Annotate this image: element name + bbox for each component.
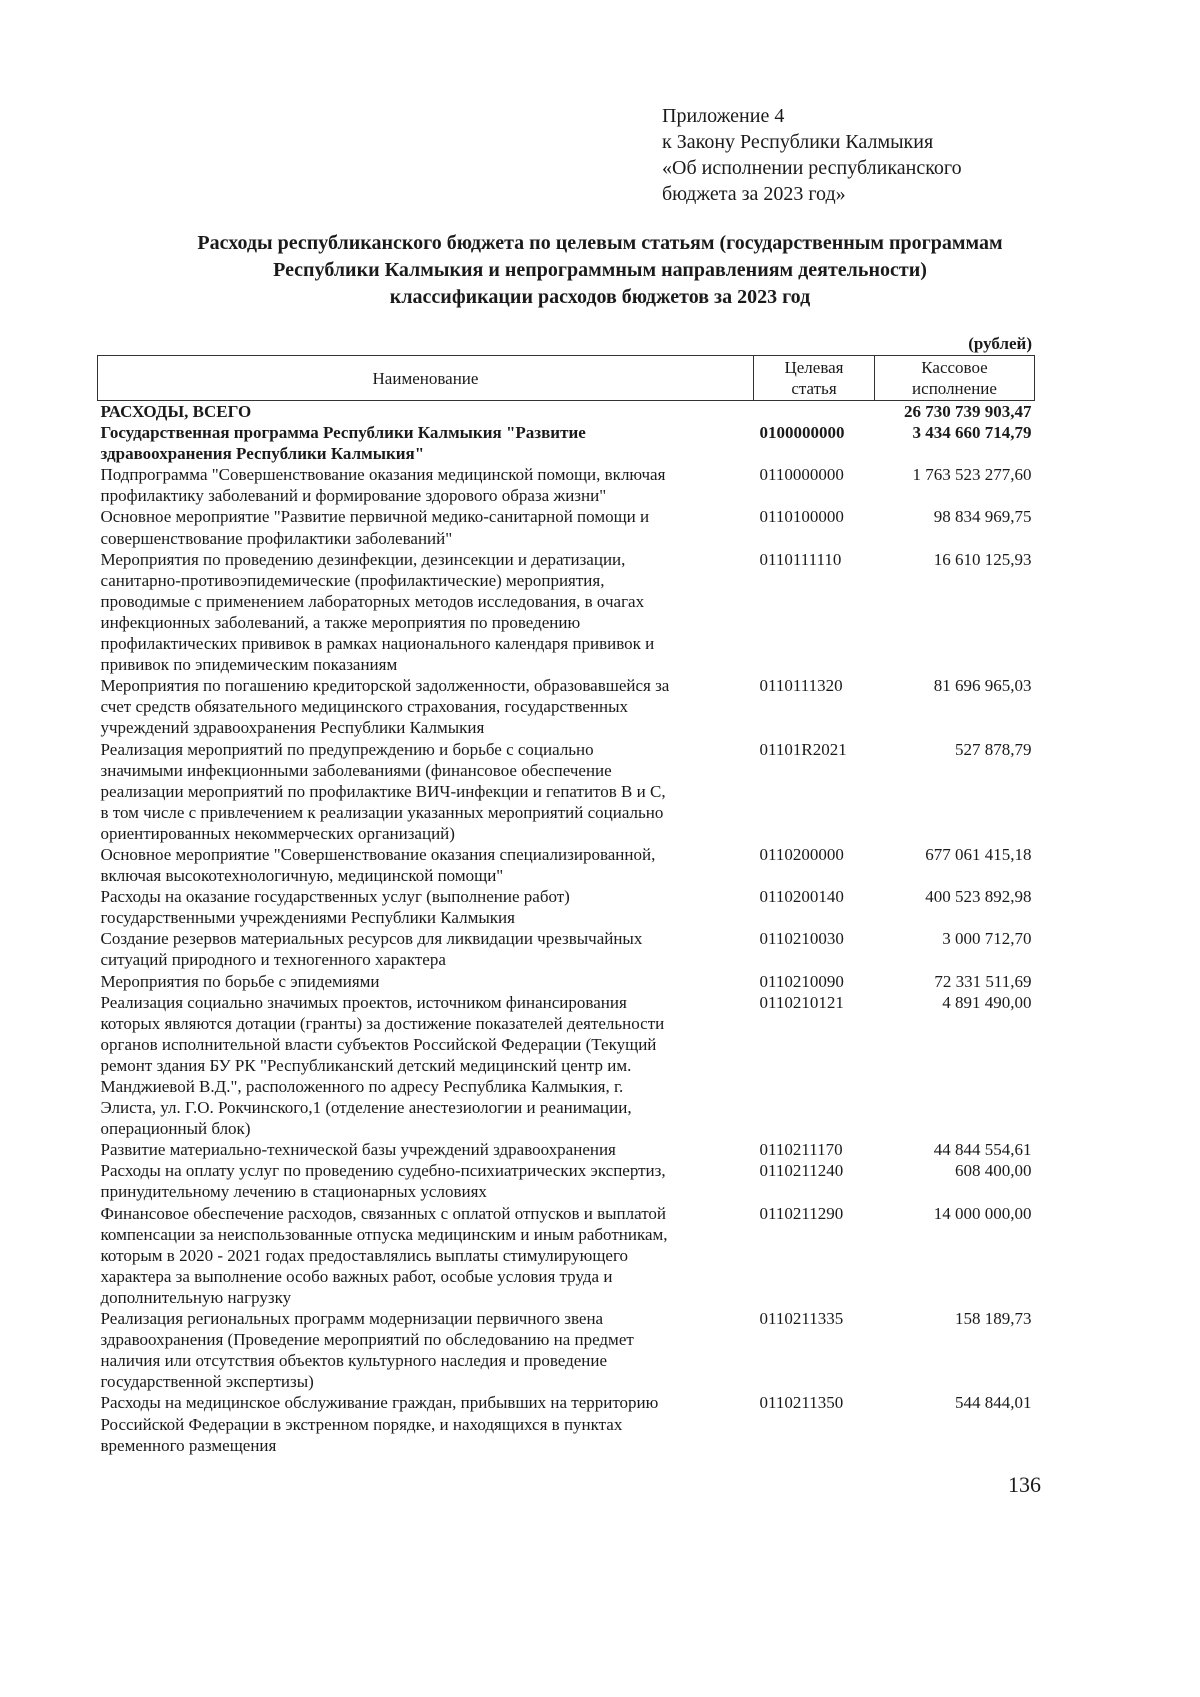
table-row [98, 506, 1035, 548]
row-amount: 98 834 969,75 [933, 507, 1032, 527]
row-code: 0110100000 [759, 507, 844, 527]
row-name [98, 886, 754, 928]
row-name-line: характера за выполнение особо важных работ, особые условия труда и [100, 1266, 613, 1286]
table-row [98, 675, 1035, 738]
table-row [98, 971, 1035, 992]
row-name-line: Расходы на медицинское обслуживание граждан, прибывших на территорию [100, 1393, 659, 1413]
header-code-line: статья [791, 379, 837, 398]
row-name-line: государственной экспертизы) [100, 1372, 314, 1392]
annex-line: бюджета за 2023 год» [662, 183, 846, 205]
row-name-line: Реализация мероприятий по предупреждению и борьбе с социально [100, 739, 594, 759]
row-code: 0110210030 [759, 929, 844, 949]
table-header-row [98, 356, 1035, 401]
annex-reference [662, 103, 962, 207]
row-name-line: Расходы на оказание государственных услуг (выполнение работ) [100, 887, 570, 907]
table-row [98, 739, 1035, 844]
row-name-line: ориентированных некоммерческих организаций) [100, 823, 455, 843]
row-name-line: Государственная программа Республики Калмыкия "Развитие [100, 423, 586, 443]
table-row [98, 928, 1035, 970]
row-name [98, 1139, 754, 1160]
row-name [98, 422, 754, 464]
row-code: 0110210090 [759, 971, 844, 991]
row-name [98, 844, 754, 886]
units-label: (рублей) [968, 334, 1032, 353]
title-line: Республики Калмыкия и непрограммным направлениям деятельности) [273, 259, 927, 281]
row-code: 0110211350 [759, 1393, 844, 1413]
row-code: 0110211240 [759, 1161, 844, 1181]
row-name-line: в том числе с привлечением к реализации указанных мероприятий социально [100, 802, 664, 822]
row-amount: 44 844 554,61 [933, 1140, 1032, 1160]
row-code: 0110211335 [759, 1309, 844, 1329]
row-code: 0110111110 [759, 549, 842, 569]
header-code [754, 356, 875, 401]
header-code-line: Целевая [784, 358, 844, 377]
row-name-line: совершенствование профилактики заболеваний" [100, 528, 453, 548]
row-amount: 26 730 739 903,47 [904, 402, 1032, 421]
row-name-line: Мероприятия по проведению дезинфекции, дезинсекции и дератизации, [100, 549, 626, 569]
row-name-line: Развитие материально-технической базы учреждений здравоохранения [100, 1140, 616, 1160]
annex-line: «Об исполнении республиканского [662, 157, 962, 179]
document-title [60, 230, 1140, 311]
row-name-line: операционный блок) [100, 1119, 251, 1139]
row-name-line: значимыми инфекционными заболеваниями (финансовое обеспечение [100, 760, 612, 780]
row-name [98, 992, 754, 1140]
row-name-line: Расходы на оплату услуг по проведению судебно-психиатрических экспертиз, [100, 1161, 666, 1181]
page-number: 136 [1008, 1472, 1041, 1497]
row-amount: 527 878,79 [955, 739, 1032, 759]
row-amount: 1 763 523 277,60 [912, 465, 1032, 485]
row-name-line: принудительному лечению в стационарных условиях [100, 1182, 487, 1202]
row-name-line: проводимые с применением лабораторных методов исследования, в очагах [100, 591, 645, 611]
header-amount-line: Кассовое [921, 358, 988, 377]
row-amount: 400 523 892,98 [925, 887, 1032, 907]
row-name-line: государственными учреждениями Республики Калмыкия [100, 908, 515, 928]
row-name-line: профилактических прививок в рамках национального календаря прививок и [100, 634, 655, 654]
row-name [98, 739, 754, 844]
table-row [98, 549, 1035, 676]
row-amount: 3 434 660 714,79 [912, 423, 1032, 443]
row-code: 0110000000 [759, 465, 844, 485]
row-name-line: реализации мероприятий по профилактике ВИЧ-инфекции и гепатитов В и С, [100, 781, 666, 801]
row-code: 0110200000 [759, 844, 844, 864]
row-name-line: наличия или отсутствия объектов культурного наследия и проведение [100, 1351, 608, 1371]
table-row [98, 886, 1035, 928]
row-name-line: Манджиевой В.Д.", расположенного по адресу Республика Калмыкия, г. [100, 1077, 624, 1096]
row-name [98, 549, 754, 676]
table-row [98, 464, 1035, 506]
header-amount-line: исполнение [912, 379, 997, 398]
row-code: 0110211290 [759, 1203, 844, 1223]
row-name-line: Мероприятия по борьбе с эпидемиями [100, 971, 380, 991]
row-name [98, 1160, 754, 1202]
row-amount: 14 000 000,00 [933, 1203, 1032, 1223]
row-code: 0100000000 [759, 423, 845, 443]
row-code: 0110111320 [759, 676, 843, 696]
row-code [754, 401, 875, 423]
row-name [98, 1392, 754, 1455]
table-row [98, 401, 1035, 423]
row-name [98, 675, 754, 738]
row-name-line: временного размещения [100, 1435, 277, 1455]
row-name-line: Подпрограмма "Совершенствование оказания медицинской помощи, включая [100, 465, 666, 485]
row-amount: 677 061 415,18 [925, 844, 1032, 864]
table-row [98, 1160, 1035, 1202]
row-name-line: Российской Федерации в экстренном порядке, и находящихся в пунктах [100, 1414, 623, 1434]
row-name-line: Элиста, ул. Г.О. Рокчинского,1 (отделение анестезиологии и реанимации, [100, 1098, 632, 1118]
row-name-line: Реализация региональных программ модернизации первичного звена [100, 1309, 604, 1329]
row-code: 01101R2021 [759, 739, 847, 759]
title-line: классификации расходов бюджетов за 2023 год [389, 286, 811, 308]
row-name [98, 506, 754, 548]
title-line: Расходы республиканского бюджета по целевым статьям (государственным программам [197, 232, 1003, 254]
row-name-line: здравоохранения (Проведение мероприятий по обследованию на предмет [100, 1330, 634, 1350]
header-amount [875, 356, 1035, 401]
table-row [98, 1392, 1035, 1455]
row-name-line: Создание резервов материальных ресурсов для ликвидации чрезвычайных [100, 929, 643, 949]
row-name [98, 1203, 754, 1308]
row-name-line: дополнительную нагрузку [100, 1287, 292, 1307]
row-name [98, 1308, 754, 1392]
row-amount: 16 610 125,93 [933, 549, 1032, 569]
table-row [98, 1139, 1035, 1160]
row-name-line: органов исполнительной власти субъектов Российской Федерации (Текущий [100, 1034, 657, 1054]
row-amount: 3 000 712,70 [942, 929, 1032, 949]
row-code: 0110210121 [759, 992, 844, 1012]
row-name-line: санитарно-противоэпидемические (профилактические) мероприятия, [100, 570, 605, 590]
table-row [98, 844, 1035, 886]
row-amount: 72 331 511,69 [934, 971, 1032, 991]
row-name-line: которых являются дотации (гранты) за достижение показателей деятельности [100, 1013, 665, 1033]
row-code: 0110200140 [759, 887, 844, 907]
row-name-line: инфекционных заболеваний, а также мероприятия по проведению [100, 612, 581, 632]
row-name-line: учреждений здравоохранения Республики Калмыкия [100, 718, 485, 738]
row-amount: 158 189,73 [955, 1309, 1032, 1329]
row-name-line: ремонт здания БУ РК "Республиканский детский медицинский центр им. [100, 1055, 632, 1075]
table-row [98, 422, 1035, 464]
row-name-line: компенсации за неиспользованные отпуска медицинским и иным работникам, [100, 1224, 668, 1244]
row-name-line: РАСХОДЫ, ВСЕГО [100, 402, 252, 421]
table-body [98, 401, 1035, 1456]
row-amount: 4 891 490,00 [942, 992, 1032, 1012]
row-name-line: ситуаций природного и техногенного характера [100, 950, 446, 970]
table-row [98, 1203, 1035, 1308]
row-name-line: профилактику заболеваний и формирование здорового образа жизни" [100, 486, 607, 506]
row-name [98, 401, 754, 423]
row-name-line: здравоохранения Республики Калмыкия" [100, 444, 425, 464]
row-name-line: Реализация социально значимых проектов, источником финансирования [100, 992, 627, 1012]
row-name-line: прививок по эпидемическим показаниям [100, 655, 398, 675]
row-name-line: Основное мероприятие "Развитие первичной медико-санитарной помощи и [100, 507, 650, 527]
row-name [98, 464, 754, 506]
row-name [98, 971, 754, 992]
row-name-line: включая высокотехнологичную, медицинской помощи" [100, 866, 504, 886]
annex-line: Приложение 4 [662, 105, 785, 127]
table-row [98, 992, 1035, 1140]
row-name [98, 928, 754, 970]
row-amount: 81 696 965,03 [933, 676, 1032, 696]
row-amount: 544 844,01 [955, 1393, 1032, 1413]
row-name-line: счет средств обязательного медицинского страхования, государственных [100, 697, 629, 717]
row-name-line: которым в 2020 - 2021 годах предоставлялись выплаты стимулирующего [100, 1245, 629, 1265]
row-name-line: Финансовое обеспечение расходов, связанных с оплатой отпусков и выплатой [100, 1203, 667, 1223]
table-row [98, 1308, 1035, 1392]
row-name-line: Мероприятия по погашению кредиторской задолженности, образовавшейся за [100, 676, 670, 696]
row-code: 0110211170 [759, 1140, 843, 1160]
expenditure-table [97, 355, 1035, 1456]
header-name: Наименование [98, 356, 754, 401]
annex-line: к Закону Республики Калмыкия [662, 131, 934, 153]
row-amount: 608 400,00 [955, 1161, 1032, 1181]
row-name-line: Основное мероприятие "Совершенствование оказания специализированной, [100, 844, 656, 864]
